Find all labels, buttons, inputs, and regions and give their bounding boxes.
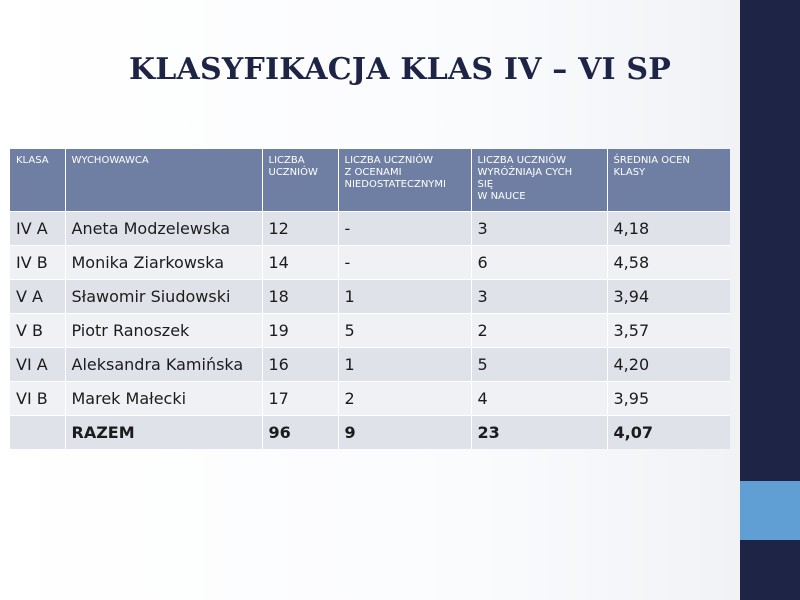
table-cell: 6 — [471, 245, 607, 279]
table-cell: V A — [10, 279, 65, 313]
table-header-row — [10, 149, 730, 211]
table-cell: VI B — [10, 381, 65, 415]
header-line: SIĘ — [477, 179, 494, 190]
table-cell: 16 — [262, 347, 338, 381]
header-cell — [10, 149, 65, 211]
header-cell — [471, 149, 607, 211]
table-cell: 2 — [338, 381, 471, 415]
header-line: UCZNIÓW — [268, 167, 318, 178]
header-cell — [338, 149, 471, 211]
header-cell — [262, 149, 338, 211]
header-line: ŚREDNIA OCEN — [613, 155, 690, 166]
table-row — [10, 245, 730, 279]
table-cell: 3 — [471, 279, 607, 313]
table-cell: Aleksandra Kamińska — [65, 347, 262, 381]
table-cell: Marek Małecki — [65, 381, 262, 415]
table-cell: 5 — [338, 313, 471, 347]
table-cell: Aneta Modzelewska — [65, 211, 262, 245]
header-line: W NAUCE — [477, 191, 526, 202]
table-cell: IV A — [10, 211, 65, 245]
table-cell: 5 — [471, 347, 607, 381]
table-cell: 14 — [262, 245, 338, 279]
table-cell: 18 — [262, 279, 338, 313]
table-cell: 1 — [338, 347, 471, 381]
table-cell: 4 — [471, 381, 607, 415]
table-cell: 1 — [338, 279, 471, 313]
table-row — [10, 211, 730, 245]
table-cell: Monika Ziarkowska — [65, 245, 262, 279]
table-cell — [10, 415, 65, 449]
header-line: KLASY — [613, 167, 646, 178]
table-cell: 23 — [471, 415, 607, 449]
table-cell: IV B — [10, 245, 65, 279]
table-cell: 3 — [471, 211, 607, 245]
classification-table — [10, 149, 730, 449]
table-row — [10, 347, 730, 381]
table-cell: VI A — [10, 347, 65, 381]
header-line: LICZBA — [268, 155, 305, 166]
table-cell: 96 — [262, 415, 338, 449]
table-cell: 19 — [262, 313, 338, 347]
table-total-row — [10, 415, 730, 449]
header-line: WYCHOWAWCA — [71, 155, 149, 166]
header-line: KLASA — [16, 155, 49, 166]
table-cell: Sławomir Siudowski — [65, 279, 262, 313]
table-row — [10, 279, 730, 313]
header-cell — [65, 149, 262, 211]
table-cell: 4,58 — [607, 245, 730, 279]
table-cell: Piotr Ranoszek — [65, 313, 262, 347]
table-cell: 9 — [338, 415, 471, 449]
header-line: WYRÓŻNIAJA CYCH — [477, 167, 573, 178]
table-cell: V B — [10, 313, 65, 347]
slide-title: KLASYFIKACJA KLAS IV – VI SP — [128, 52, 672, 87]
table-cell: 12 — [262, 211, 338, 245]
table-cell: 3,94 — [607, 279, 730, 313]
table-cell: 3,95 — [607, 381, 730, 415]
table-cell: 17 — [262, 381, 338, 415]
table-cell: 4,07 — [607, 415, 730, 449]
table-cell: 4,18 — [607, 211, 730, 245]
header-line: Z OCENAMI — [344, 167, 402, 178]
table-row — [10, 381, 730, 415]
header-line: LICZBA UCZNIÓW — [477, 155, 567, 166]
table-cell: RAZEM — [65, 415, 262, 449]
table-cell: 3,57 — [607, 313, 730, 347]
header-line: NIEDOSTATECZNYMI — [344, 179, 446, 190]
table-cell: 2 — [471, 313, 607, 347]
table-cell: - — [338, 245, 471, 279]
table-row — [10, 313, 730, 347]
header-cell — [607, 149, 730, 211]
table-cell: 4,20 — [607, 347, 730, 381]
table-cell: - — [338, 211, 471, 245]
header-line: LICZBA UCZNIÓW — [344, 155, 434, 166]
side-accent-block — [740, 481, 800, 540]
